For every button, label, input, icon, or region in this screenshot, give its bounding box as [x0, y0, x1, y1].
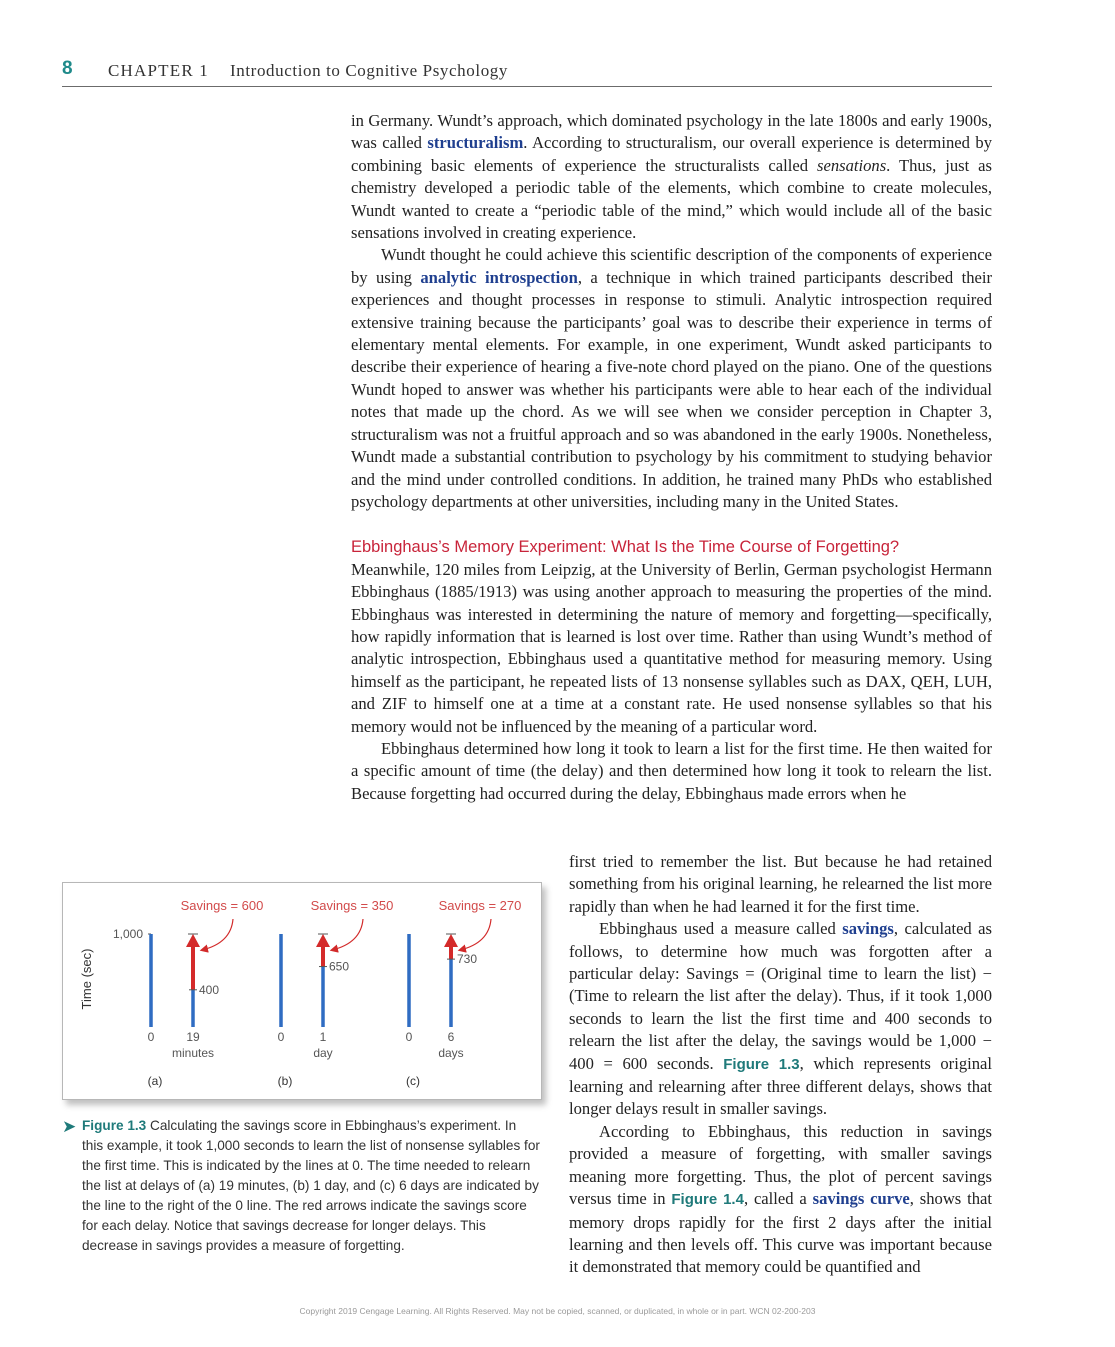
savings-callout — [332, 919, 363, 950]
keyword-structuralism[interactable]: structuralism — [427, 133, 524, 153]
main-column — [351, 110, 992, 805]
keyword-savings-curve[interactable]: savings curve — [812, 1189, 910, 1209]
delay-value-label: 1 — [319, 1030, 327, 1044]
caption-arrow-icon: ➤ — [62, 1117, 77, 1136]
savings-callout — [460, 919, 491, 950]
caption-text: Calculating the savings score in Ebbinghaus’s experiment. In this example, it took 1,000 seconds to learn the list of nonsense syllables for the first time. This is indicated by the lines at 0. The time needed to relearn the list at delays of (a) 19 minutes, (b) 1 day, and (c) 6 days are indicated by the line to the right of the 0 line. The red arrows indicate the savings score for each delay. Notice that savings decrease for longer delays. This decrease in savings provides a measure of forgetting. — [82, 1118, 540, 1253]
savings-label: Savings = 600 — [180, 898, 264, 913]
paragraph-relearning-end: first tried to remember the list. But because he had retained something from his original learning, he relearned the list more rapidly than when he had learned it for the first time. — [569, 852, 992, 916]
copyright-notice: Copyright 2019 Cengage Learning. All Rights Reserved. May not be copied, scanned, or duplicated, in whole or in part. WCN 02-200-203 — [299, 1306, 816, 1316]
savings-label: Savings = 350 — [310, 898, 394, 913]
delay-unit-label: days — [438, 1046, 464, 1060]
y-tick-label: 1,000 — [112, 927, 143, 941]
panel-label: (b) — [277, 1074, 293, 1088]
savings-arrow-head — [444, 934, 458, 947]
zero-delay-label: 0 — [147, 1030, 155, 1044]
paragraph-relearning-start: Ebbinghaus determined how long it took to learn a list for the first time. He then waited for a specific amount of time (the delay) and then determined how long it took to relearn the list. Because forgetting had occurred during the delay, Ebbinghaus made errors when he — [351, 738, 992, 803]
paragraph-savings-curve: According to Ebbinghaus, this reduction in savings provided a measure of forgetting, with smaller savings meaning more forgetting. Thus, the plot of percent savings versus time in Figure 1.4, called a savings curve, shows that memory drops rapidly for the first 2 days after the initial learning and then levels off. This curve was important because it demonstrated that memory could be quantified and — [569, 1121, 992, 1277]
panel-label: (c) — [406, 1074, 420, 1088]
paragraph-structuralism: in Germany. Wundt’s approach, which dominated psychology in the late 1800s and early 1900s, was called structuralism. According to structuralism, our overall experience is determined by combining basic elements of experience the structuralists called sensations. Thus, just as chemistry developed a periodic table of the elements, which combine to create molecules, Wundt wanted to create a “periodic table of the mind,” which would include all of the basic sensations involved in creating experience. — [351, 111, 992, 243]
delay-value-label: 19 — [186, 1030, 200, 1044]
figure-1-4-link[interactable]: Figure 1.4 — [671, 1191, 744, 1209]
savings-arrow-head — [316, 934, 330, 947]
right-column — [569, 851, 992, 1279]
page-number: 8 — [62, 58, 73, 79]
delay-unit-label: day — [313, 1046, 333, 1060]
figure-caption — [62, 1116, 540, 1256]
panel-label: (a) — [147, 1074, 163, 1088]
relearn-time-label: 730 — [457, 952, 478, 967]
savings-arrow-head — [186, 934, 200, 947]
savings-label: Savings = 270 — [438, 898, 522, 913]
keyword-analytic-introspection[interactable]: analytic introspection — [420, 267, 578, 287]
y-axis-label: Time (sec) — [79, 948, 94, 1010]
savings-callout — [202, 919, 233, 950]
chapter-label: CHAPTER 1 — [108, 61, 210, 80]
paragraph-savings: Ebbinghaus used a measure called savings, calculated as follows, to determine how much was forgotten after a particular delay: Savings = (Original time to learn the list) − (Time to relearn the list after the delay). Thus, if it took 1,000 seconds to learn the list the first time and 400 seconds to relearn the list after the delay, the savings would be 1,000 − 400 = 600 seconds. Figure 1.3, which represents original learning and relearning after three different delays, shows that longer delays result in smaller savings. — [569, 919, 993, 1119]
caption-label: Figure 1.3 — [82, 1118, 147, 1133]
figure-1-3 — [62, 882, 542, 1100]
keyword-savings[interactable]: savings — [842, 919, 894, 939]
relearn-time-label: 400 — [199, 982, 220, 997]
delay-unit-label: minutes — [171, 1046, 215, 1060]
figure-1-3-link[interactable]: Figure 1.3 — [723, 1055, 800, 1073]
delay-value-label: 6 — [447, 1030, 455, 1044]
savings-diagram — [63, 883, 541, 1099]
paragraph-ebbinghaus-intro: Meanwhile, 120 miles from Leipzig, at the University of Berlin, German psychologist Hermann Ebbinghaus (1885/1913) was using another approach to measuring the properties of the mind. Ebbinghaus was interested in determining the nature of memory and forgetting—specifically, how rapidly information that is learned is lost over time. Rather than using Wundt’s method of analytic introspection, Ebbinghaus used a quantitative method for measuring memory. Using himself as the participant, he repeated lists of 13 nonsense syllables such as DAX, QEH, LUH, and ZIF to himself one at a time at a constant rate. He used nonsense syllables so that his memory would not be influenced by the meaning of a particular word. — [351, 559, 992, 736]
running-head — [62, 58, 992, 87]
zero-delay-label: 0 — [405, 1030, 413, 1044]
relearn-time-label: 650 — [329, 959, 350, 974]
chapter-title: Introduction to Cognitive Psychology — [230, 61, 509, 80]
section-heading: Ebbinghaus’s Memory Experiment: What Is the Time Course of Forgetting? — [351, 538, 900, 557]
paragraph-analytic-introspection: Wundt thought he could achieve this scientific description of the components of experience by using analytic introspection, a technique in which trained participants described their experiences and thought processes in response to stimuli. Analytic introspection required extensive training because the participants’ goal was to describe their experience in terms of elementary mental elements. For example, in one experiment, Wundt asked participants to describe their experience of hearing a five-note chord played on the piano. One of the questions Wundt hoped to answer was whether his participants were able to hear each of the individual notes that made up the chord. As we will see when we consider perception in Chapter 3, structuralism was not a fruitful approach and so was abandoned in the early 1900s. Nonetheless, Wundt made a substantial contribution to psychology by his commitment to studying behavior and the mind under controlled conditions. In addition, he trained many PhDs who established psychology departments at other universities, including many in the United States. — [351, 245, 993, 511]
zero-delay-label: 0 — [277, 1030, 285, 1044]
diagram-panels — [113, 898, 521, 1088]
